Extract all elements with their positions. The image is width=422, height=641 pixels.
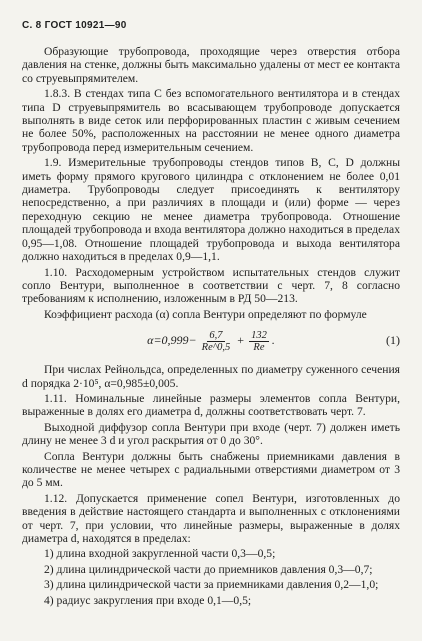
formula-fraction-1 bbox=[200, 330, 233, 353]
paragraph: Сопла Вентури должны быть снабжены приемниками давления в количестве не менее четырех с радиальными отверстиями диаметром от 3 до 5 мм. bbox=[22, 449, 400, 490]
paragraph: 1.10. Расходомерным устройством испытательных стендов служит сопло Вентури, выполненное в соответствии с черт. 7, 8 согласно требованиям к исполнению, изложенным в РД 50—213. bbox=[22, 265, 400, 306]
paragraph: При числах Рейнольдса, определенных по диаметру суженного сечения d порядка 2·10⁵, α=0,985±0,005. bbox=[22, 363, 400, 390]
page-header: С. 8 ГОСТ 10921—90 bbox=[22, 20, 127, 31]
formula-expression bbox=[22, 330, 370, 353]
list-item: 3) длина цилиндрической части за приемниками давления 0,2—1,0; bbox=[44, 578, 379, 592]
paragraph: Коэффициент расхода (α) сопла Вентури определяют по формуле bbox=[44, 307, 367, 321]
formula-number: (1) bbox=[386, 333, 400, 348]
fraction-denominator: Re^0,5 bbox=[201, 341, 231, 353]
paragraph: 1.11. Номинальные линейные размеры элементов сопла Вентури, выраженные в долях его диаметра d, должны соответствовать черт. 7. bbox=[22, 391, 400, 419]
fraction-numerator: 132 bbox=[251, 329, 267, 341]
fraction-denominator: Re bbox=[253, 341, 265, 353]
list-item: 2) длина цилиндрической части до приемников давления 0,3—0,7; bbox=[44, 562, 373, 576]
list-item: 1) длина входной закругленной части 0,3—0,5; bbox=[44, 547, 276, 561]
dimension-list bbox=[22, 547, 400, 607]
list-item: 4) радиус закругления при входе 0,1—0,5; bbox=[44, 593, 252, 607]
document-body bbox=[22, 45, 400, 607]
paragraph: 1.9. Измерительные трубопроводы стендов типов B, C, D должны иметь форму прямого кругового цилиндра с отклонением не более 0,01 диаметра. Трубопроводы следует присоединять к вентилятору непосредственно, а при различиях в площади и (или) форме — через переходную секцию не менее диаметра трубопровода. Отношение площадей трубопровода и входа вентилятора должно находиться в пределах 0,95—1,08. Отношение площадей трубопровода и выхода вентилятора должно находиться в пределах 0,9—1,1. bbox=[22, 156, 400, 264]
paragraph: Образующие трубопровода, проходящие через отверстия отбора давления на стенке, должны быть максимально удалены от мест ее контакта со струевыпрямителем. bbox=[22, 45, 400, 85]
formula-block bbox=[22, 324, 400, 358]
formula-fraction-2 bbox=[249, 330, 269, 353]
formula-tail: . bbox=[271, 333, 275, 348]
formula-lhs: α=0,999− bbox=[147, 333, 197, 348]
paragraph: 1.8.3. В стендах типа С без вспомогательного вентилятора и в стендах типа D струевыпрямитель во всасывающем трубопроводе допускается выполнять в виде сеток или перфорированных пластин с живым сечением не более 50%, расположенных на расстоянии не менее одного диаметра трубопровода перед измерительным сечением. bbox=[22, 87, 400, 154]
paragraph: 1.12. Допускается применение сопел Вентури, изготовленных до введения в действие настоящего стандарта и выполненных с отклонениями от черт. 7, при условии, что линейные размеры, выраженные в долях диаметра d, находятся в пределах: bbox=[22, 491, 400, 545]
formula-operator: + bbox=[237, 333, 245, 348]
fraction-numerator: 6,7 bbox=[209, 329, 223, 341]
paragraph: Выходной диффузор сопла Вентури при входе (черт. 7) должен иметь длину не менее 3 d и угол раскрытия от 0 до 30°. bbox=[22, 420, 400, 448]
